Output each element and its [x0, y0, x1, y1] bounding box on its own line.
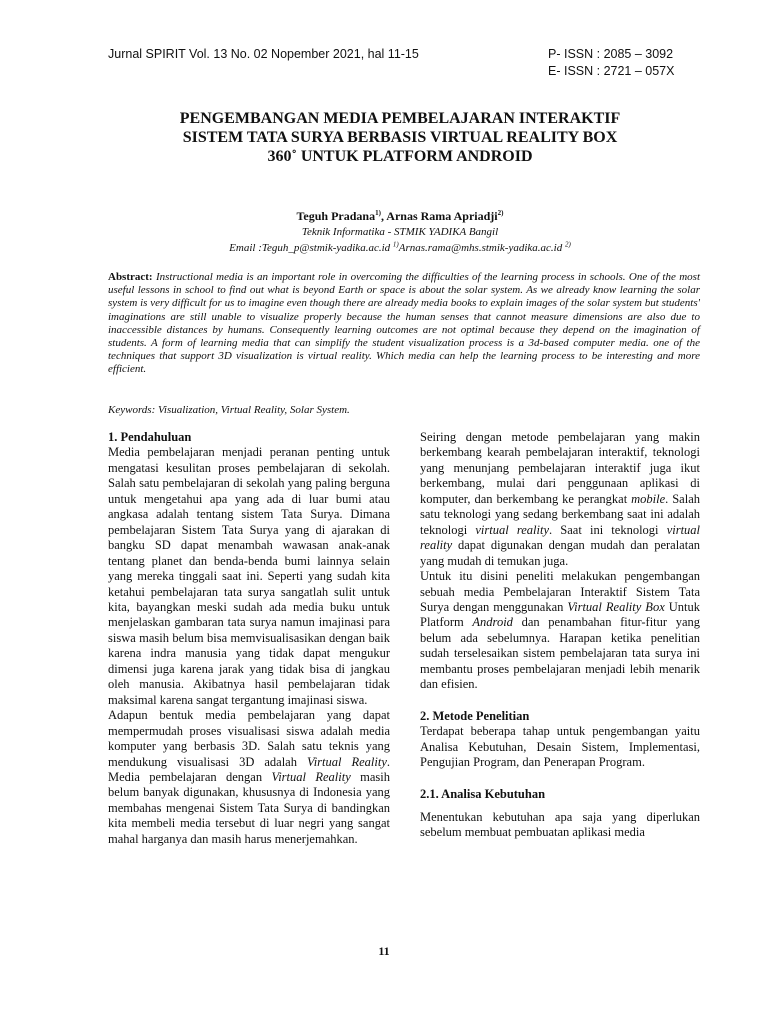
author-1: Teguh Pradana	[296, 209, 376, 223]
italic-term: Android	[472, 615, 513, 630]
author-names	[90, 208, 710, 224]
italic-term: Virtual Reality	[306, 754, 387, 769]
journal-info: Jurnal SPIRIT Vol. 13 No. 02 Nopember 2021, hal 11-15	[108, 47, 419, 61]
text-run: . Saat ini teknologi	[549, 522, 667, 537]
section-heading-needs-analysis: 2.1. Analisa Kebutuhan	[420, 786, 546, 801]
section-heading-introduction: 1. Pendahuluan	[108, 430, 192, 444]
title-line-3: 360˚ UNTUK PLATFORM ANDROID	[267, 148, 533, 165]
email-2-sup: 2)	[564, 240, 571, 249]
paragraph: Media pembelajaran menjadi peranan penting untuk mengatasi kesulitan proses pembelajaran di sekolah. Salah satu pembelajaran di sekolah yang paling berguna untuk mengetahui apa yang ada di luar bumi atau angkasa adalah tentang sistem Tata Surya. Dimana pembelajaran Sistem Tata Surya yang di ajarakan di bangku SD dapat menambah wawasan anak-anak tentang planet dan benda-benda bumi lainnya selain yang mereka tinggali saat ini. Seperti yang sudah kita ketahui pembelajaran tata surya sangatlah sulit untuk kita, bayangkan meski sudah ada media buku untuk menjelaskan gambaran tata surya namun imajinasi para siswa masih belum bisa memvisualisasikan dengan baik karena indra manusia yang tidak dapat mengukur dimensi juga karena jarak yang tidak bisa di jangkau oleh manusia. Akibatnya hasil pembelajaran tidak maksimal karena sangat tergantung imajinasi siswa.	[108, 445, 390, 707]
text-run: masih belum banyak digunakan, khususnya di Indonesia yang membahas mengenai Sistem Tata Surya di bandingkan kita membeli media tersebut di luar negri yang sangat mahal harganya dan masih harus menerjemahkan.	[108, 769, 390, 846]
paragraph	[420, 430, 700, 569]
email-2: Arnas.rama@mhs.stmik-yadika.ac.id	[398, 242, 563, 254]
text-run: Adapun bentuk media pembelajaran yang dapat mempermudah proses visualisasi siswa adalah media komputer yang berbasis 3D. Salah satu teknis yang mendukung visualisasi 3D adalah	[108, 708, 390, 769]
email-prefix: Email :	[229, 242, 262, 254]
paragraph	[420, 569, 700, 693]
issn-block	[548, 46, 674, 80]
text-run: Seiring dengan metode pembelajaran yang makin berkembang kearah pembelajaran interaktif, teknologi yang menunjang pembelajaran interaktif juga ikut berkembang, mulai dari penggunaan aplikasi di komputer, dan berkembang ke perangkat	[420, 430, 700, 506]
left-column	[108, 430, 390, 847]
author-2: Arnas Rama Apriadji	[386, 209, 498, 223]
page-number: 11	[378, 944, 390, 958]
italic-term: virtual reality	[475, 522, 550, 537]
email-line	[90, 240, 710, 256]
title-line-2: SISTEM TATA SURYA BERBASIS VIRTUAL REALITY BOX	[182, 129, 618, 146]
paragraph: Menentukan kebutuhan apa saja yang diperlukan sebelum membuat pembuatan aplikasi media	[420, 809, 700, 840]
text-run: . Media pembelajaran dengan	[108, 754, 390, 784]
section-heading-method: 2. Metode Penelitian	[420, 708, 530, 723]
affiliation: Teknik Informatika - STMIK YADIKA Bangil	[301, 226, 499, 238]
text-run: Untuk Platform	[420, 599, 701, 630]
text-run: Untuk itu disini peneliti melakukan pengembangan sebuah media Pembelajaran Interaktif Sistem Tata Surya dengan menggunakan	[420, 569, 700, 614]
author-1-sup: 1)	[375, 209, 381, 217]
email-1: Teguh_p@stmik-yadika.ac.id	[261, 242, 391, 254]
right-column	[420, 430, 700, 841]
abstract	[108, 271, 700, 377]
paragraph: Terdapat beberapa tahap untuk pengembangan yaitu Analisa Kebutuhan, Desain Sistem, Implementasi, Pengujian Program, dan Penerapan Program.	[420, 724, 700, 770]
italic-term: Virtual Reality Box	[567, 599, 665, 614]
text-run: dan penambahan fitur-fitur yang belum ada sebelumnya. Harapan ketika penelitian sudah terselesaikan sistem pembelajaran tata surya ini membantu proses pembelajaran menjadi lebih menarik dan efisien.	[420, 615, 701, 692]
spacer	[420, 771, 700, 787]
italic-term: mobile	[631, 491, 666, 506]
author-separator: ,	[380, 209, 387, 223]
paper-title	[90, 109, 710, 166]
abstract-label: Abstract:	[108, 271, 153, 283]
e-issn: E- ISSN : 2721 – 057X	[548, 64, 675, 78]
spacer	[420, 693, 700, 709]
text-run: . Salah satu teknologi yang sedang berkembang saat ini adalah teknologi	[420, 491, 700, 537]
keywords: Keywords: Visualization, Virtual Reality, Solar System.	[108, 404, 350, 416]
abstract-text: Instructional media is an important role in overcoming the difficulties of the learning process in schools. One of the most useful lessons in school to find out what is beyond Earth or space is about the solar system. As we already know learning the solar system is very difficult for us to imagine even though there are already media books to explain images of the solar system but students' imaginations are still unable to visualize properly because the human senses that cannot measure dimensions are also due to inaccessible distances by humans. Consequently learning outcomes are not optimal because they depend on the imagination of students. A form of learning media that can simplify the student visualization process is a 3d-based computer media. one of the techniques that support 3D visualization is virtual reality. Which media can help the learning process to be interesting and more efficient.	[108, 271, 700, 376]
text-run: dapat digunakan dengan mudah dan peralatan yang mudah di temukan juga.	[420, 538, 700, 568]
paragraph	[108, 708, 390, 847]
p-issn: P- ISSN : 2085 – 3092	[548, 47, 674, 61]
author-block	[90, 208, 710, 256]
italic-term: virtual reality	[420, 522, 701, 553]
italic-term: Virtual Reality	[271, 769, 351, 784]
spacer	[420, 802, 700, 810]
email-1-sup: 1)	[392, 240, 399, 249]
title-line-1: PENGEMBANGAN MEDIA PEMBELAJARAN INTERAKTIF	[179, 110, 621, 127]
author-2-sup: 2)	[497, 209, 504, 217]
